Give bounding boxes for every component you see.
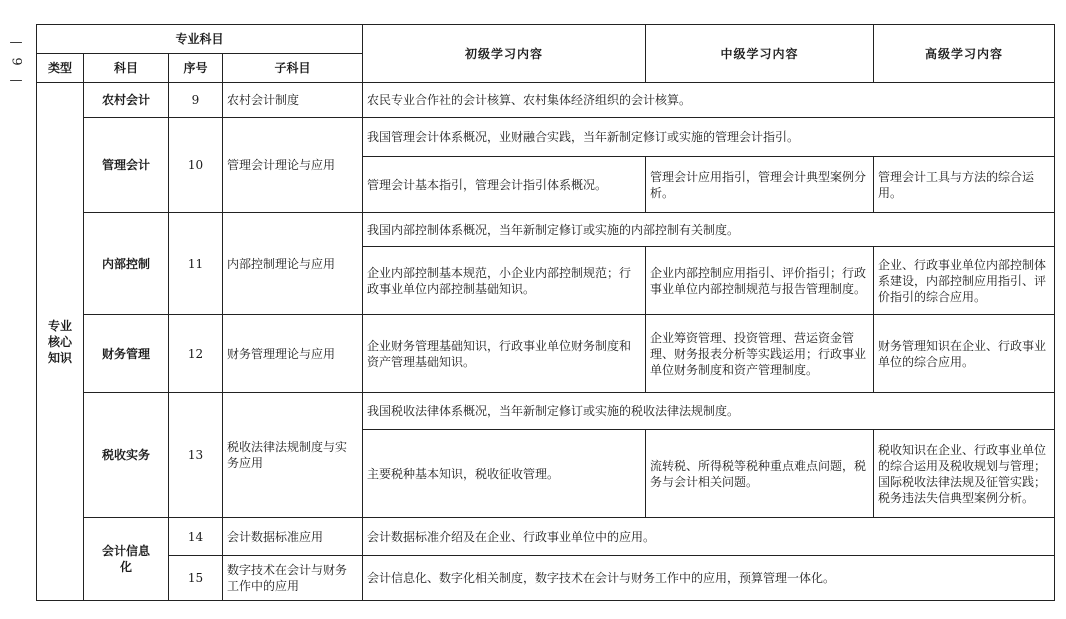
content-cell-senior: 企业、行政事业单位内部控制体系建设，内部控制应用指引、评价指引的综合应用。: [874, 247, 1055, 315]
header-group: 专业科目: [37, 25, 363, 54]
content-cell-merged: 会计数据标准介绍及在企业、行政事业单位中的应用。: [363, 518, 1055, 556]
seq-cell: 15: [169, 556, 223, 601]
content-cell-merged: 农民专业合作社的会计核算、农村集体经济组织的会计核算。: [363, 83, 1055, 118]
seq-cell: 9: [169, 83, 223, 118]
content-cell-senior: 管理会计工具与方法的综合运用。: [874, 157, 1055, 213]
curriculum-table: [36, 24, 1055, 601]
content-cell-junior: 企业财务管理基础知识，行政事业单位财务制度和资产管理基础知识。: [363, 315, 646, 393]
header-type: 类型: [37, 54, 84, 83]
content-cell-senior: 税收知识在企业、行政事业单位的综合运用及税收规划与管理；国际税收法律法规及征管实践；税务违法失信典型案例分析。: [874, 430, 1055, 518]
sub-subject-cell: 内部控制理论与应用: [223, 213, 363, 315]
table-row: [37, 393, 1055, 430]
subject-cell: 内部控制: [84, 213, 169, 315]
subject-cell: 财务管理: [84, 315, 169, 393]
subject-cell: 会计信息化: [84, 518, 169, 601]
sub-subject-cell: 会计数据标准应用: [223, 518, 363, 556]
page-number: — 9 —: [8, 35, 24, 88]
sub-subject-cell: 农村会计制度: [223, 83, 363, 118]
subject-cell: 税收实务: [84, 393, 169, 518]
subject-cell: 农村会计: [84, 83, 169, 118]
table-row: [37, 213, 1055, 247]
content-cell-intermediate: 企业筹资管理、投资管理、营运资金管理、财务报表分析等实践运用；行政事业单位财务制度和资产管理制度。: [646, 315, 874, 393]
seq-cell: 14: [169, 518, 223, 556]
seq-cell: 11: [169, 213, 223, 315]
subject-cell: 管理会计: [84, 118, 169, 213]
sub-subject-cell: 财务管理理论与应用: [223, 315, 363, 393]
sub-subject-cell: 管理会计理论与应用: [223, 118, 363, 213]
header-seq: 序号: [169, 54, 223, 83]
header-subject: 科目: [84, 54, 169, 83]
sub-subject-cell: 数字技术在会计与财务工作中的应用: [223, 556, 363, 601]
table-row: [37, 118, 1055, 157]
content-cell-junior: 主要税种基本知识，税收征收管理。: [363, 430, 646, 518]
content-cell-merged: 我国税收法律体系概况，当年新制定修订或实施的税收法律法规制度。: [363, 393, 1055, 430]
table-row: [37, 518, 1055, 556]
header-sub-subject: 子科目: [223, 54, 363, 83]
content-cell-junior: 管理会计基本指引，管理会计指引体系概况。: [363, 157, 646, 213]
content-cell-merged: 我国内部控制体系概况，当年新制定修订或实施的内部控制有关制度。: [363, 213, 1055, 247]
table-row: [37, 556, 1055, 601]
category-cell: 专业核心知识: [37, 83, 84, 601]
seq-cell: 10: [169, 118, 223, 213]
table-row: [37, 83, 1055, 118]
content-cell-intermediate: 企业内部控制应用指引、评价指引；行政事业单位内部控制规范与报告管理制度。: [646, 247, 874, 315]
seq-cell: 12: [169, 315, 223, 393]
content-cell-intermediate: 流转税、所得税等税种重点难点问题，税务与会计相关问题。: [646, 430, 874, 518]
header-junior: 初级学习内容: [363, 25, 646, 83]
content-cell-intermediate: 管理会计应用指引，管理会计典型案例分析。: [646, 157, 874, 213]
content-cell-merged: 我国管理会计体系概况，业财融合实践，当年新制定修订或实施的管理会计指引。: [363, 118, 1055, 157]
seq-cell: 13: [169, 393, 223, 518]
header-intermediate: 中级学习内容: [646, 25, 874, 83]
content-cell-senior: 财务管理知识在企业、行政事业单位的综合应用。: [874, 315, 1055, 393]
sub-subject-cell: 税收法律法规制度与实务应用: [223, 393, 363, 518]
content-cell-merged: 会计信息化、数字化相关制度，数字技术在会计与财务工作中的应用，预算管理一体化。: [363, 556, 1055, 601]
table-row: [37, 315, 1055, 393]
content-cell-junior: 企业内部控制基本规范，小企业内部控制规范；行政事业单位内部控制基础知识。: [363, 247, 646, 315]
header-senior: 高级学习内容: [874, 25, 1055, 83]
